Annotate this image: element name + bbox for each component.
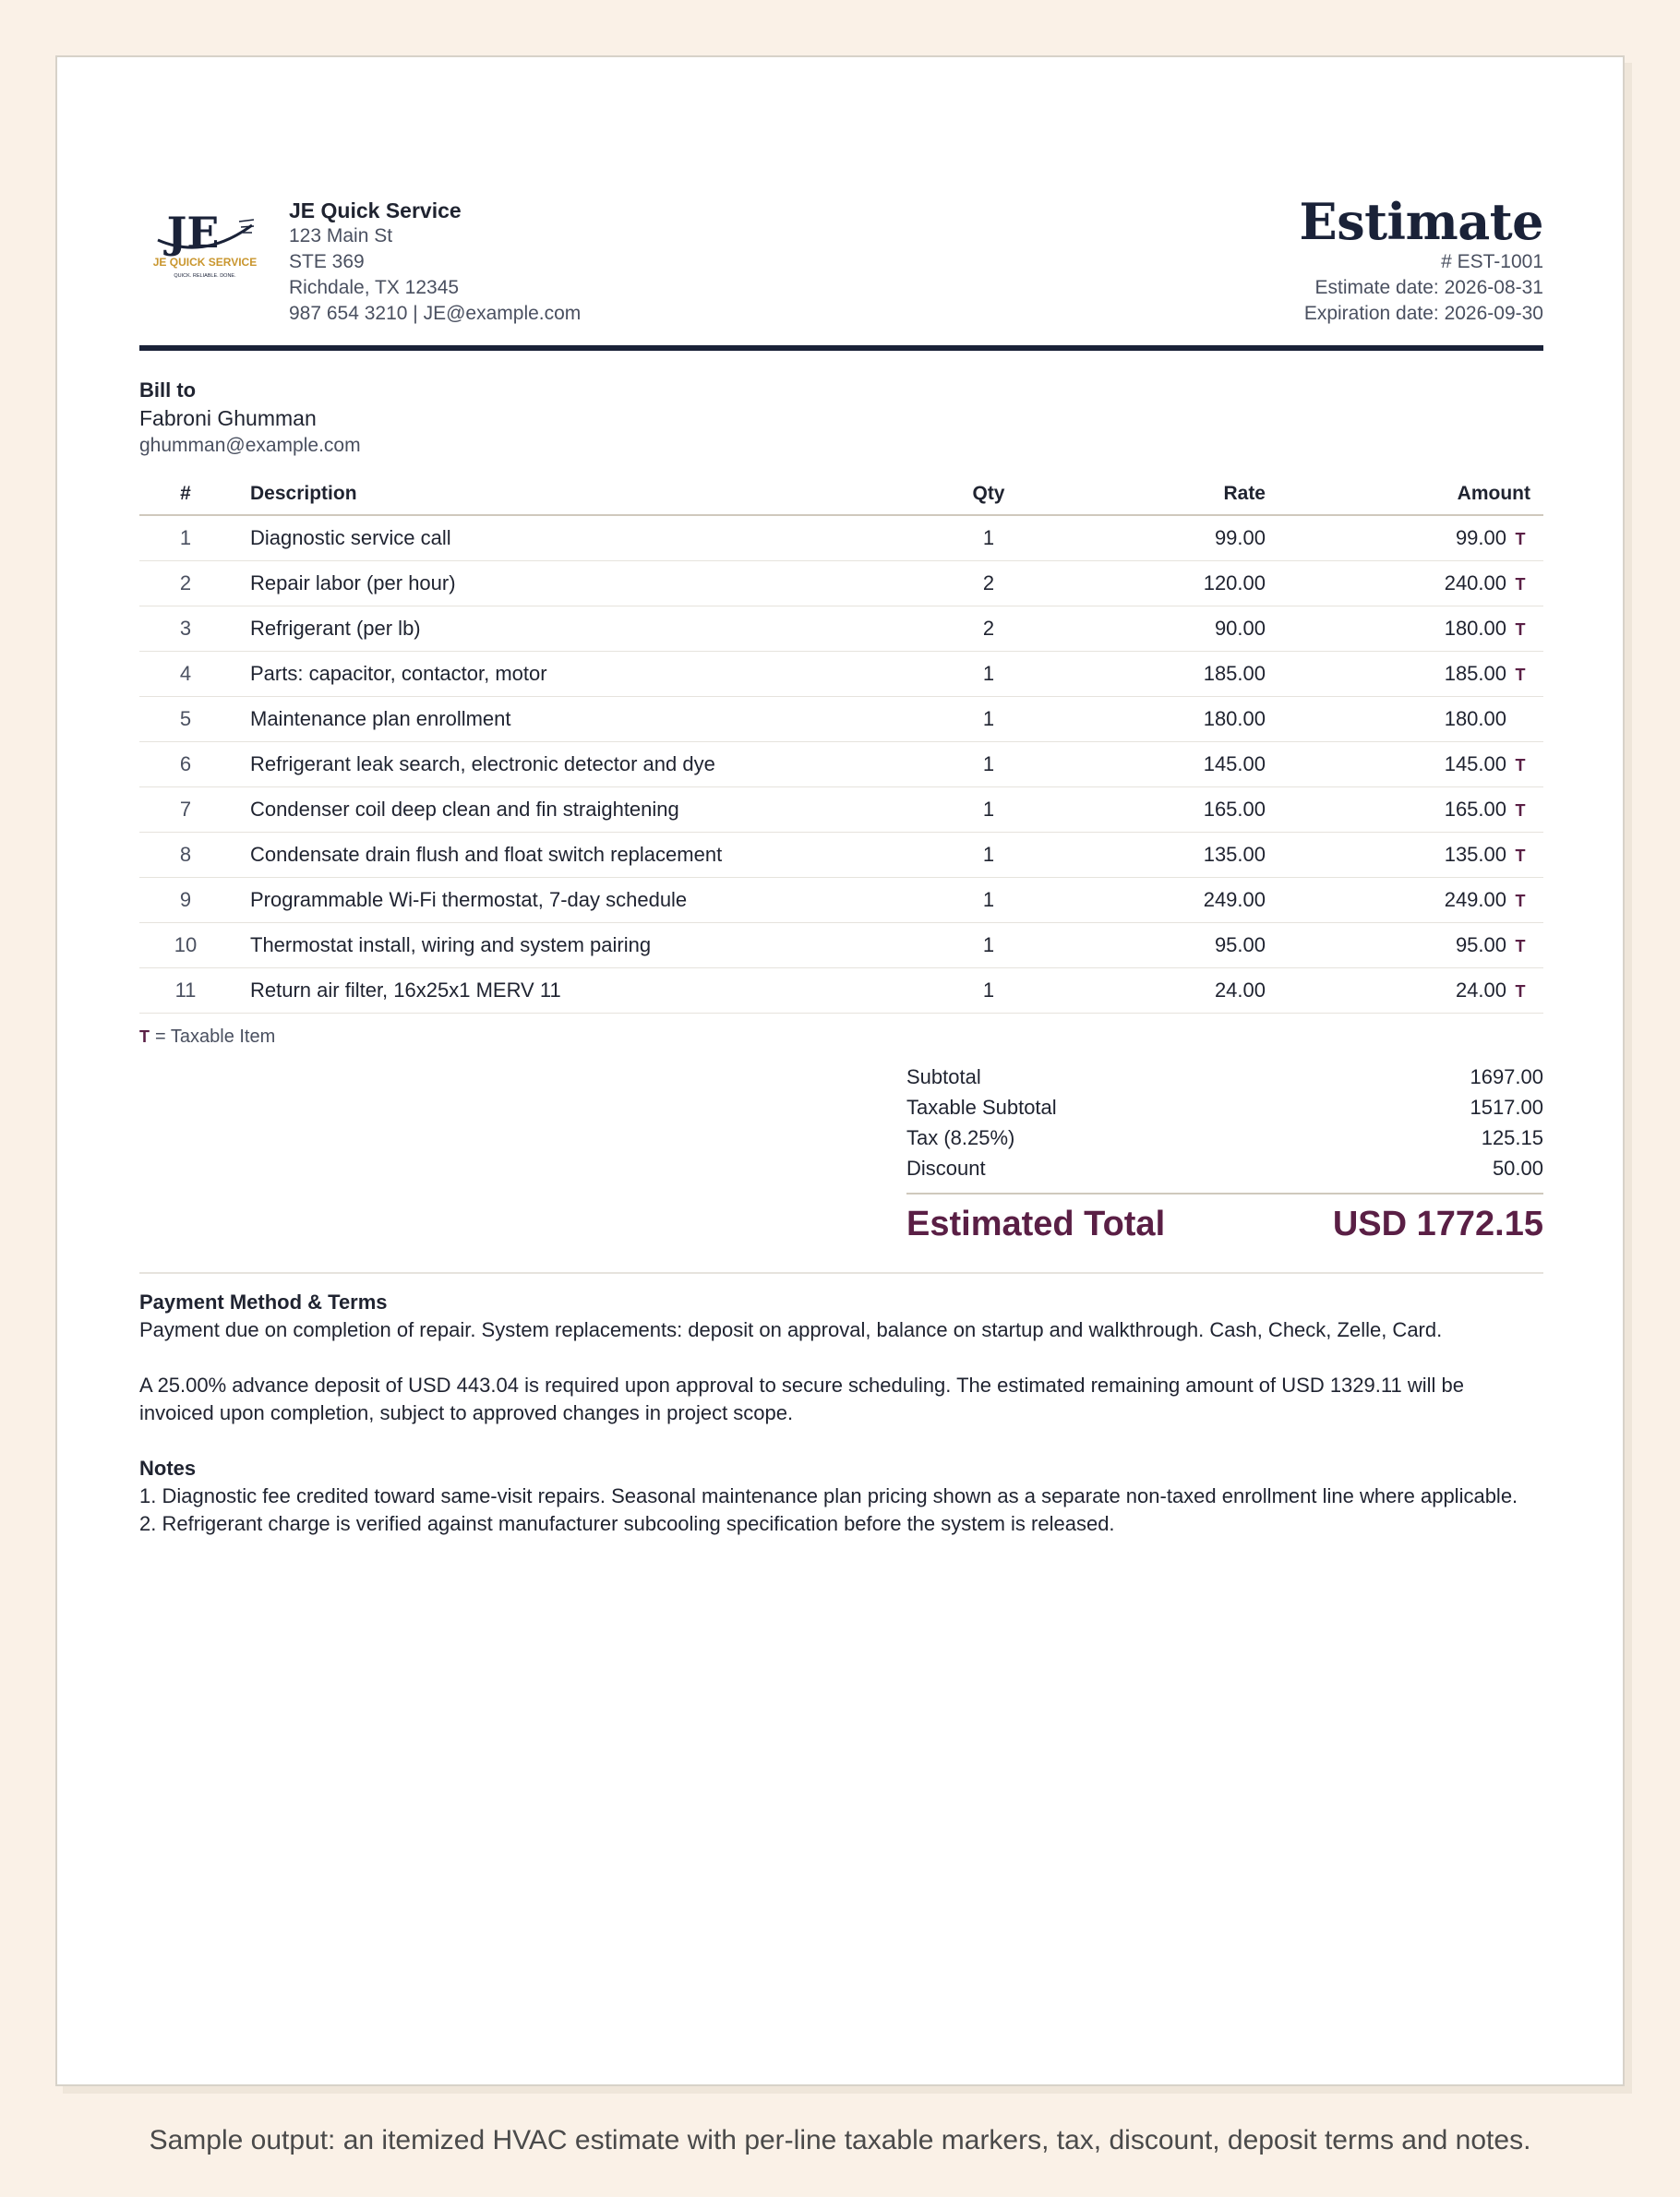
item-amount-cell (1266, 606, 1543, 651)
header-amount-label: Amount (1457, 482, 1530, 504)
taxable-subtotal-value: 1517.00 (1470, 1096, 1543, 1119)
estimated-total-value: USD 1772.15 (1332, 1205, 1543, 1243)
item-description: Maintenance plan enrollment (232, 696, 942, 741)
taxable-subtotal-row (906, 1092, 1543, 1123)
table-row (139, 741, 1543, 786)
item-amount-cell (1266, 560, 1543, 606)
item-description: Diagnostic service call (232, 515, 942, 560)
totals-block (906, 1062, 1543, 1254)
discount-value: 50.00 (1492, 1157, 1543, 1180)
header-divider (139, 345, 1543, 351)
taxable-marker-icon: T (1515, 800, 1526, 820)
item-qty: 2 (942, 560, 1035, 606)
item-qty: 1 (942, 651, 1035, 696)
item-amount-cell (1266, 651, 1543, 696)
item-amount: 180.00 (1444, 616, 1506, 640)
item-number: 7 (139, 786, 232, 832)
item-number: 10 (139, 922, 232, 967)
subtotal-value: 1697.00 (1470, 1065, 1543, 1088)
company-name: JE Quick Service (289, 198, 462, 222)
taxable-marker-icon: T (139, 1027, 150, 1046)
item-number: 11 (139, 967, 232, 1013)
table-row (139, 967, 1543, 1013)
item-amount-cell (1266, 741, 1543, 786)
header-description: Description (232, 473, 942, 515)
taxable-marker-icon: T (1515, 619, 1526, 639)
item-rate: 99.00 (1035, 515, 1266, 560)
table-row (139, 560, 1543, 606)
header-qty: Qty (942, 473, 1035, 515)
item-amount: 135.00 (1444, 842, 1506, 866)
item-rate: 180.00 (1035, 696, 1266, 741)
table-body (139, 515, 1543, 1013)
table-row (139, 832, 1543, 877)
taxable-marker-icon: T (1515, 529, 1526, 548)
item-description: Thermostat install, wiring and system pairing (232, 922, 942, 967)
item-amount-cell (1266, 877, 1543, 922)
taxable-marker-icon: T (1515, 936, 1526, 955)
note-1: 1. Diagnostic fee credited toward same-visit repairs. Seasonal maintenance plan pricing shown as a separate non-taxed enrollment line where applicable. (139, 1484, 1518, 1507)
taxable-marker-icon: T (1515, 846, 1526, 865)
table-row (139, 786, 1543, 832)
item-qty: 1 (942, 877, 1035, 922)
table-row (139, 696, 1543, 741)
item-number: 3 (139, 606, 232, 651)
taxable-marker-icon: T (1515, 665, 1526, 684)
item-qty: 1 (942, 967, 1035, 1013)
item-description: Repair labor (per hour) (232, 560, 942, 606)
company-logo (139, 194, 270, 284)
table-row (139, 877, 1543, 922)
taxable-marker-icon: T (1515, 891, 1526, 910)
item-amount: 180.00 (1444, 706, 1506, 730)
item-number: 4 (139, 651, 232, 696)
item-rate: 249.00 (1035, 877, 1266, 922)
item-number: 9 (139, 877, 232, 922)
item-amount-cell (1266, 786, 1543, 832)
item-rate: 90.00 (1035, 606, 1266, 651)
estimate-date: Estimate date: 2026-08-31 (1314, 277, 1543, 298)
company-contact: 987 654 3210 | JE@example.com (289, 303, 582, 324)
client-name: Fabroni Ghumman (139, 406, 317, 430)
logo-monogram: JE (166, 208, 220, 258)
estimated-total-label: Estimated Total (906, 1205, 1166, 1243)
item-qty: 2 (942, 606, 1035, 651)
client-email: ghumman@example.com (139, 435, 361, 456)
tax-label: Tax (8.25%) (906, 1126, 1015, 1149)
expiration-date: Expiration date: 2026-09-30 (1303, 303, 1543, 324)
deposit-text: A 25.00% advance deposit of USD 443.04 is required upon approval to secure scheduling. The estimated remaining amount of USD 1329.11 will be invoiced upon completion, subject to approved changes in project scope. (139, 1374, 1464, 1424)
item-amount: 145.00 (1444, 751, 1506, 775)
item-description: Refrigerant (per lb) (232, 606, 942, 651)
company-address-line2: STE 369 (289, 251, 365, 272)
logo-tagline: QUICK. RELIABLE. DONE. (174, 273, 236, 279)
taxable-legend-text: = Taxable Item (155, 1026, 276, 1047)
discount-row (906, 1153, 1543, 1183)
bill-to-label: Bill to (139, 378, 197, 402)
item-description: Refrigerant leak search, electronic detector and dye (232, 741, 942, 786)
item-amount-cell (1266, 967, 1543, 1013)
item-amount-cell (1266, 922, 1543, 967)
item-number: 8 (139, 832, 232, 877)
table-row (139, 515, 1543, 560)
company-city: Richdale, TX 12345 (289, 277, 460, 298)
table-row (139, 651, 1543, 696)
tax-value: 125.15 (1481, 1126, 1543, 1149)
document-number: # EST-1001 (1441, 251, 1543, 272)
item-amount-cell (1266, 515, 1543, 560)
item-qty: 1 (942, 922, 1035, 967)
discount-label: Discount (906, 1157, 986, 1180)
item-amount: 240.00 (1444, 570, 1506, 594)
note-2: 2. Refrigerant charge is verified against manufacturer subcooling specification before the system is released. (139, 1512, 1115, 1535)
table-header-row (139, 473, 1543, 515)
totals-bottom-divider (139, 1272, 1543, 1274)
taxable-marker-icon: T (1515, 981, 1526, 1001)
item-description: Programmable Wi-Fi thermostat, 7-day schedule (232, 877, 942, 922)
subtotal-row (906, 1062, 1543, 1092)
item-amount-cell (1266, 832, 1543, 877)
item-description: Return air filter, 16x25x1 MERV 11 (232, 967, 942, 1013)
item-number: 1 (139, 515, 232, 560)
item-rate: 120.00 (1035, 560, 1266, 606)
page-caption: Sample output: an itemized HVAC estimate with per-line taxable markers, tax, discount, deposit terms and notes. (149, 2125, 1531, 2155)
logo-wordmark: JE QUICK SERVICE (152, 256, 258, 269)
table-row (139, 606, 1543, 651)
item-qty: 1 (942, 696, 1035, 741)
item-description: Parts: capacitor, contactor, motor (232, 651, 942, 696)
item-amount-cell (1266, 696, 1543, 741)
item-number: 6 (139, 741, 232, 786)
item-amount: 99.00 (1455, 525, 1506, 549)
item-amount: 24.00 (1455, 978, 1506, 1002)
item-rate: 24.00 (1035, 967, 1266, 1013)
item-qty: 1 (942, 832, 1035, 877)
notes-title: Notes (139, 1457, 197, 1480)
item-description: Condensate drain flush and float switch replacement (232, 832, 942, 877)
estimated-total-row (906, 1195, 1543, 1254)
header-amount (1266, 473, 1543, 515)
taxable-legend (139, 1026, 275, 1048)
item-description: Condenser coil deep clean and fin straightening (232, 786, 942, 832)
terms-and-notes (139, 1289, 1543, 1538)
item-number: 5 (139, 696, 232, 741)
taxable-marker-icon: T (1515, 574, 1526, 594)
item-rate: 95.00 (1035, 922, 1266, 967)
estimate-content (139, 140, 1543, 1535)
header-number: # (139, 473, 232, 515)
item-amount: 95.00 (1455, 932, 1506, 956)
item-qty: 1 (942, 786, 1035, 832)
item-number: 2 (139, 560, 232, 606)
item-rate: 135.00 (1035, 832, 1266, 877)
company-address-line1: 123 Main St (289, 225, 393, 246)
taxable-marker-icon: T (1515, 755, 1526, 774)
bill-to (139, 377, 361, 460)
item-amount: 249.00 (1444, 887, 1506, 911)
item-rate: 185.00 (1035, 651, 1266, 696)
taxable-subtotal-label: Taxable Subtotal (906, 1096, 1057, 1119)
header-rate: Rate (1035, 473, 1266, 515)
terms-title: Payment Method & Terms (139, 1291, 388, 1314)
document-info (1300, 194, 1543, 327)
company-info (289, 198, 581, 327)
item-qty: 1 (942, 515, 1035, 560)
item-qty: 1 (942, 741, 1035, 786)
tax-row (906, 1123, 1543, 1153)
document-title: Estimate (1299, 192, 1543, 251)
terms-text: Payment due on completion of repair. System replacements: deposit on approval, balance on startup and walkthrough. Cash, Check, Zelle, Card. (139, 1318, 1443, 1341)
item-rate: 145.00 (1035, 741, 1266, 786)
line-items-table (139, 473, 1543, 1014)
estimate-header (139, 140, 1543, 345)
subtotal-label: Subtotal (906, 1065, 981, 1088)
estimate-page (55, 55, 1625, 2086)
item-amount: 165.00 (1444, 797, 1506, 821)
item-rate: 165.00 (1035, 786, 1266, 832)
table-row (139, 922, 1543, 967)
item-amount: 185.00 (1444, 661, 1506, 685)
